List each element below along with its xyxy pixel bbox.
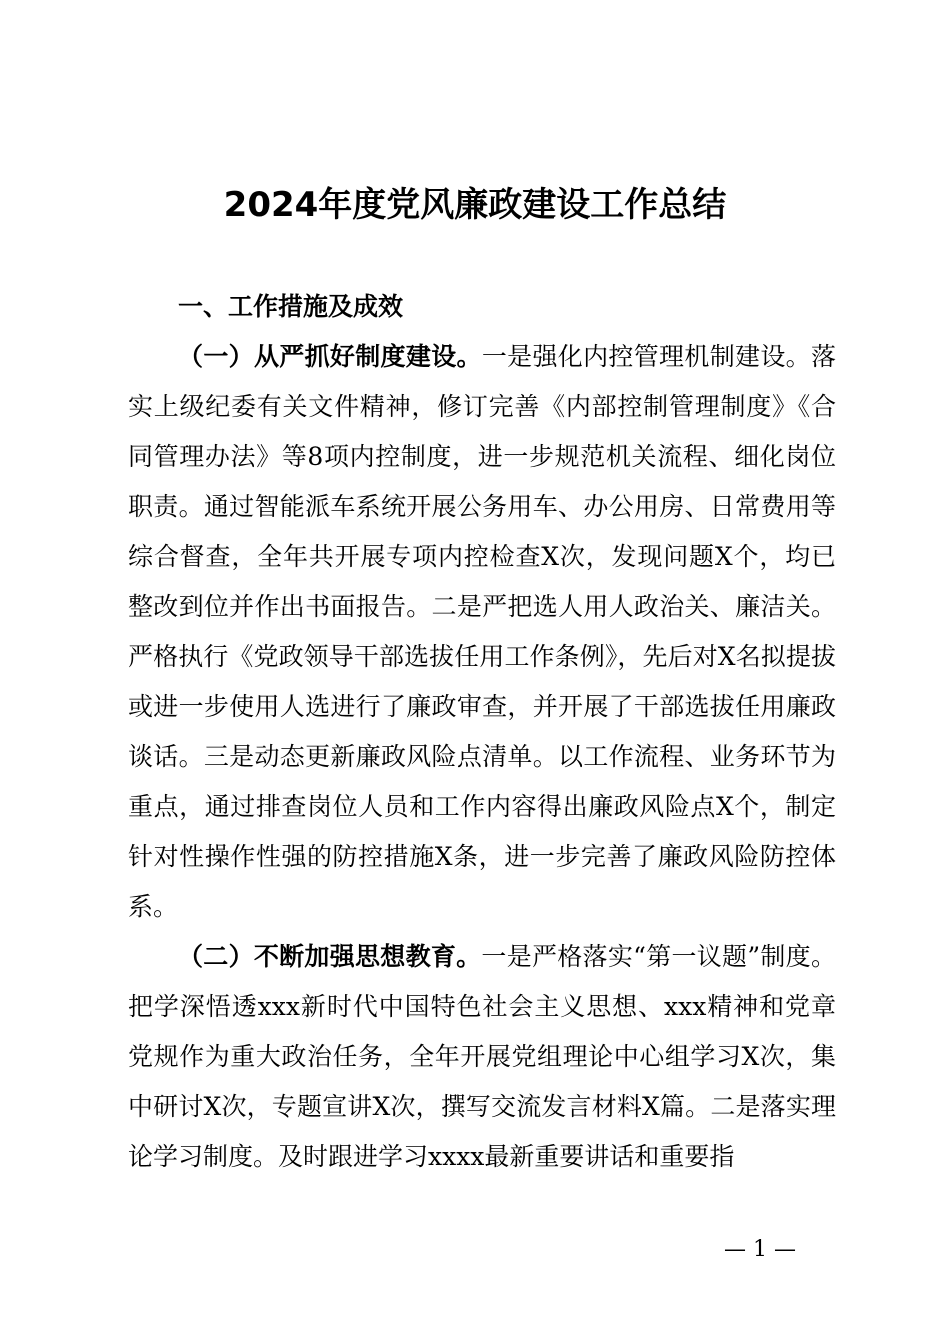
document-body	[128, 282, 836, 1182]
paragraph-1-text: 一是强化内控管理机制建设。落实上级纪委有关文件精神，修订完善《内部控制管理制度》《合同管理办法》等8项内控制度，进一步规范机关流程、细化岗位职责。通过智能派车系统开展公务用车、办公用房、日常费用等综合督查，全年共开展专项内控检查X次，发现问题X个，均已整改到位并作出书面报告。二是严把选人用人政治关、廉洁关。严格执行《党政领导干部选拔任用工作条例》，先后对X名拟提拔或进一步使用人选进行了廉政审查，并开展了干部选拔任用廉政谈话。三是动态更新廉政风险点清单。以工作流程、业务环节为重点，通过排查岗位人员和工作内容得出廉政风险点X个，制定针对性操作性强的防控措施X条，进一步完善了廉政风险防控体系。	[128, 342, 836, 921]
paragraph-2	[128, 932, 836, 1182]
paragraph-2-text: 一是严格落实“第一议题”制度。把学深悟透xxx新时代中国特色社会主义思想、xxx精神和党章党规作为重大政治任务，全年开展党组理论中心组学习X次，集中研讨X次，专题宣讲X次，撰写交流发言材料X篇。二是落实理论学习制度。及时跟进学习xxxx最新重要讲话和重要指	[128, 942, 836, 1171]
section-heading: 一、工作措施及成效	[178, 292, 404, 321]
paragraph-1-lead: （一）从严抓好制度建设。	[178, 342, 482, 371]
paragraph-2-lead: （二）不断加强思想教育。	[178, 942, 482, 971]
paragraph-1	[128, 332, 836, 932]
page-number: — 1 —	[724, 1237, 796, 1262]
document-title: 2024年度党风廉政建设工作总结	[223, 185, 727, 225]
